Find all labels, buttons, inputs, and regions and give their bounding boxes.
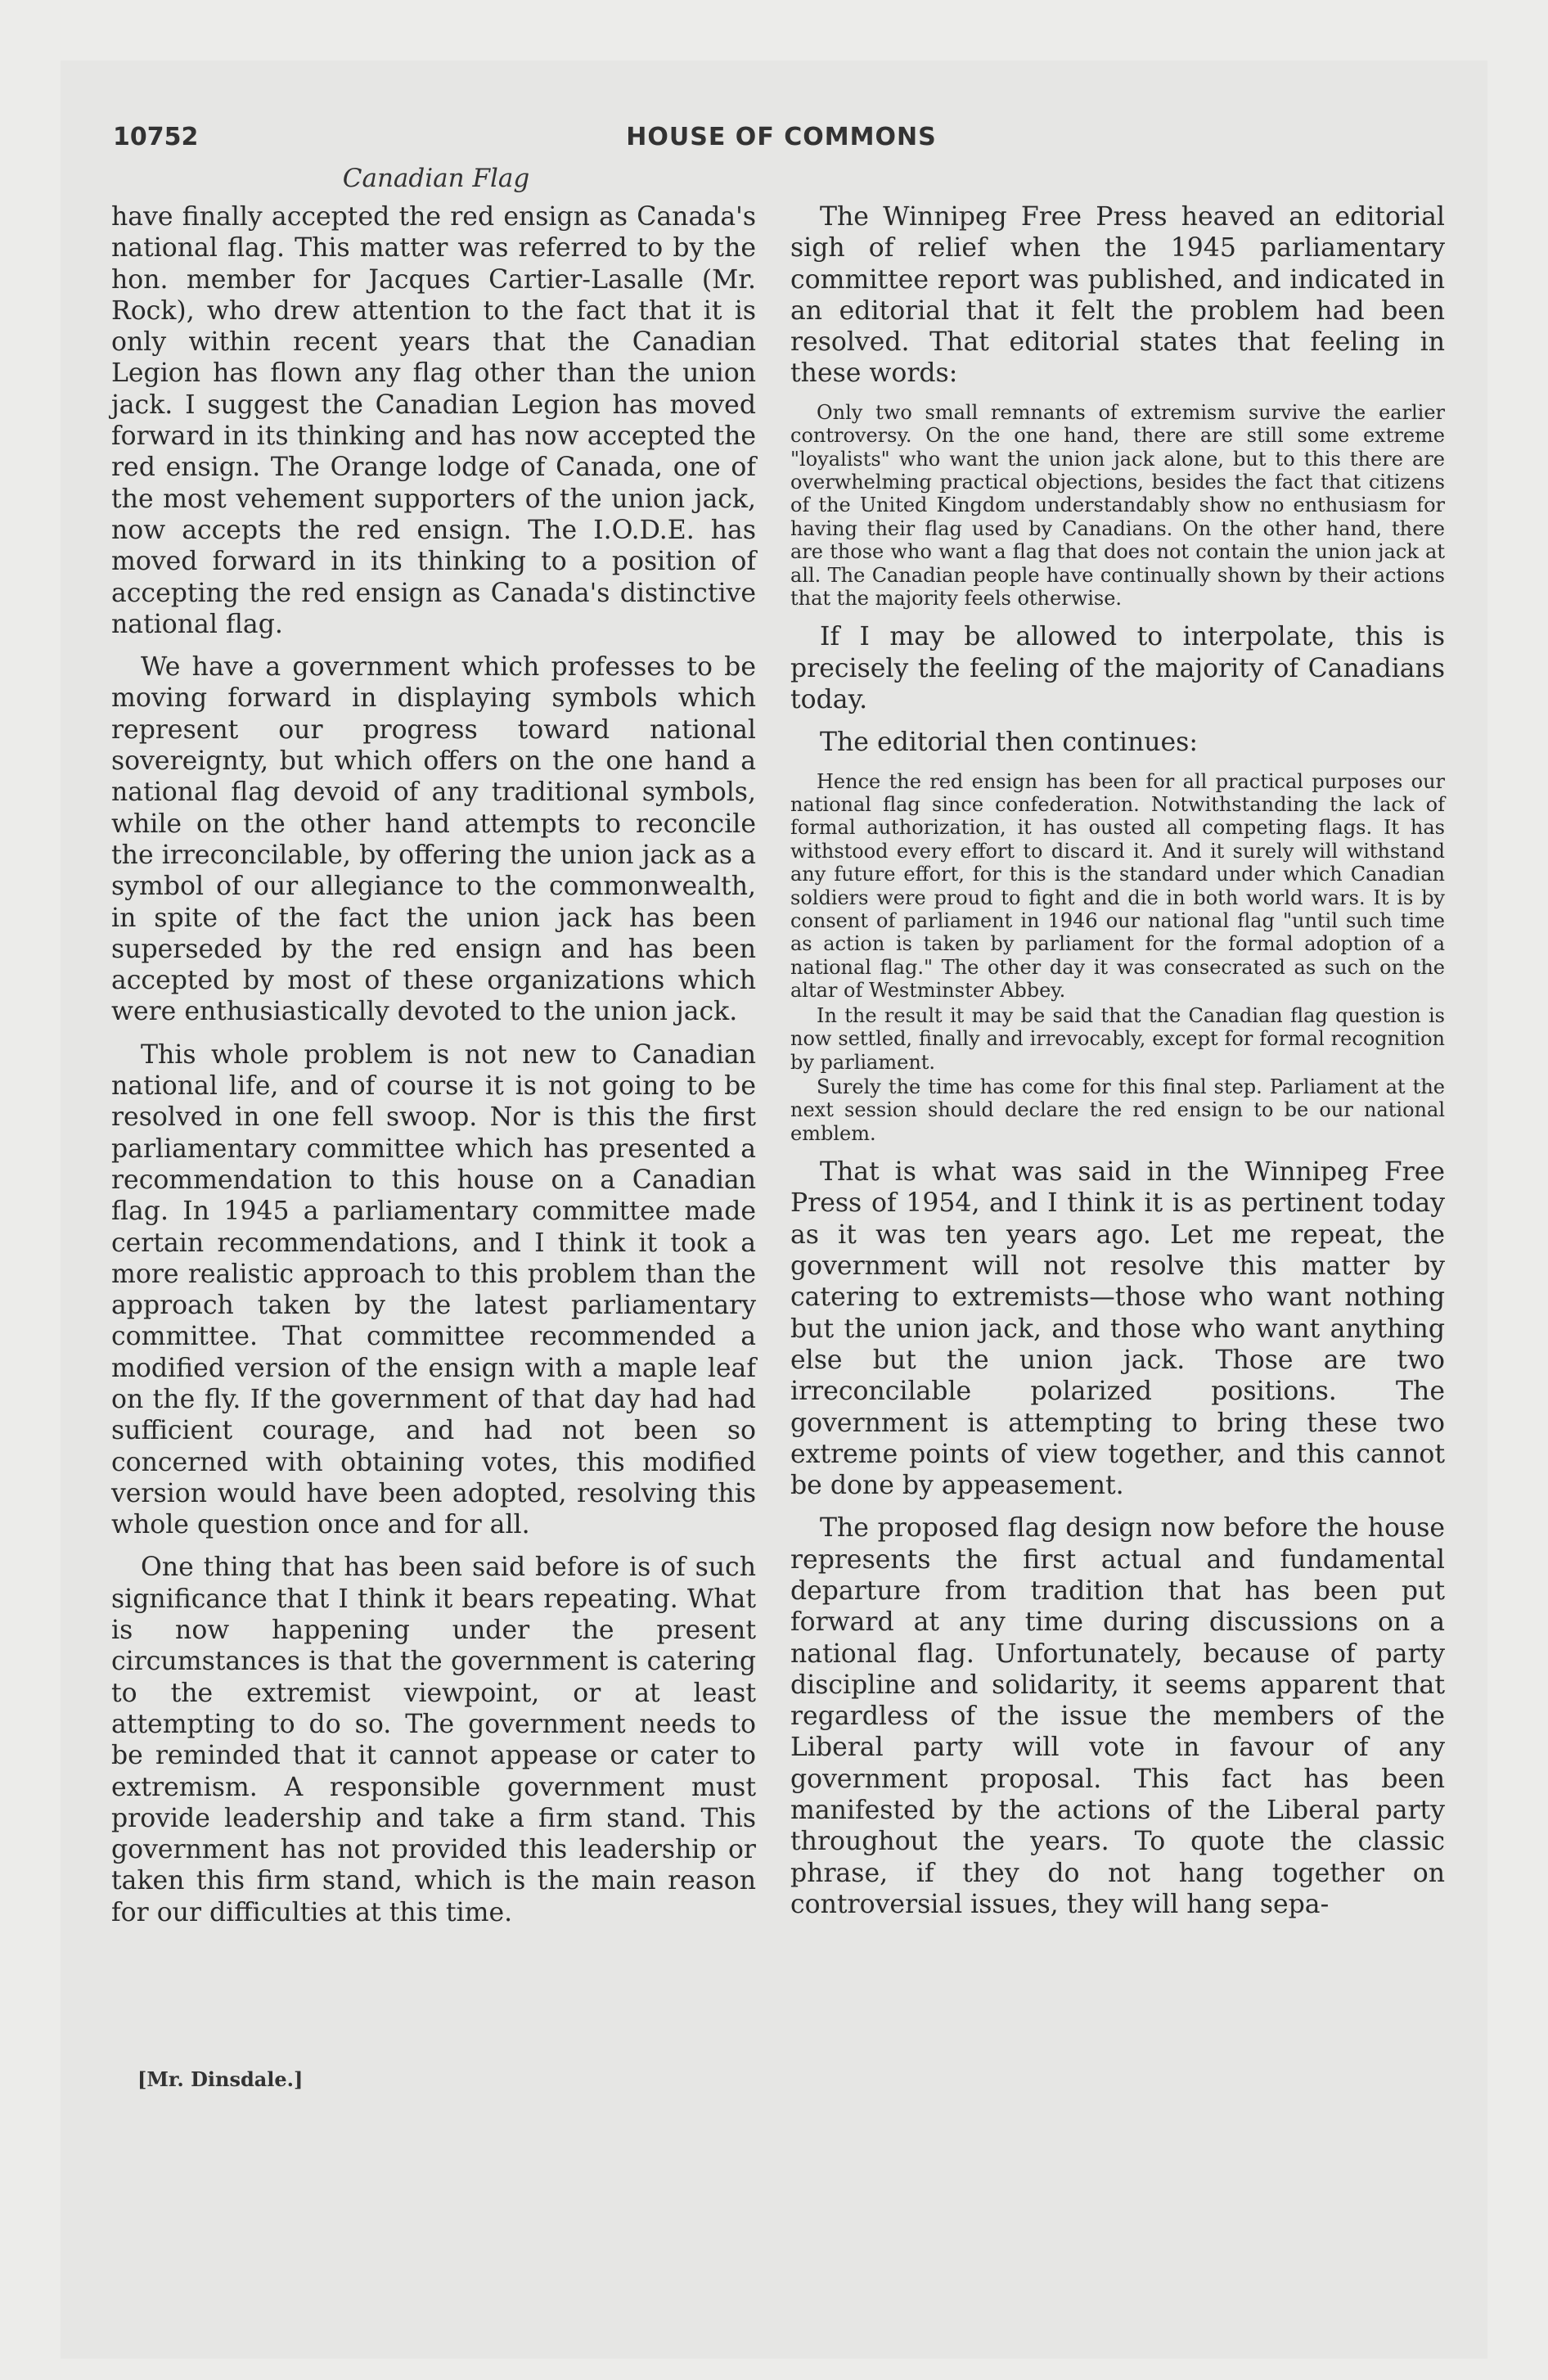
continues-paragraph: The editorial then continues: [820, 728, 1198, 758]
left-paragraph-3: This whole problem is not new to Canadian national life, and of course it is not going to be resolved in one fell swoop. Nor is this the first parliamentary committee which has presented a recommendation to this house on a Canadian flag. In 1945 a parliamentary committee made certain recommendations, and I think it took a more realistic approach to this problem than the approach taken by the latest parliamentary committee. That committee recommended a modified version of the ensign with a maple leaf on the fly. If the government of that day had had sufficient courage, and had not been so concerned with obtaining votes, this modified version would have been adopted, resolving this whole question once and for all. [111, 1039, 756, 1540]
quote-1-paragraph: Only two small remnants of extremism survive the earlier controversy. On the one hand, there are still some extreme "loyalists" who want the union jack alone, but to this there are overwhelming practical objections, besides the fact that citizens of the United Kingdom understandably show no enthusiasm for having their flag used by Canadians. On the other hand, there are those who want a flag that does not contain the union jack at all. The Canadian people have continually shown by their actions that the majority feels otherwise. [790, 400, 1445, 611]
editorial-quote-1 [790, 401, 1445, 611]
subject-heading: Canadian Flag [342, 164, 530, 193]
quote-2-paragraph-2: In the result it may be said that the Canadian flag question is now settled, finally and irrevocably, except for formal recognition by parliament. [790, 1003, 1445, 1074]
page-header [113, 123, 1450, 162]
left-paragraph-2: We have a government which professes to be moving forward in displaying symbols which represent our progress toward national sovereignty, but which offers on the one hand a national flag devoid of any traditional symbols, while on the other hand attempts to reconcile the irreconcilable, by offering the union jack as a symbol of our allegiance to the commonwealth, in spite of the fact the union jack has been superseded by the red ensign and has been accepted by most of these organizations which were enthusiastically devoted to the union jack. [111, 652, 756, 1027]
quote-2-paragraph-3: Surely the time has come for this final step. Parliament at the next session should declare the red ensign to be our national emblem. [790, 1075, 1445, 1145]
left-column [111, 201, 756, 1940]
right-column [790, 201, 1445, 1931]
speaker-attribution: [Mr. Dinsdale.] [137, 2067, 304, 2091]
right-paragraph-1: That is what was said in the Winnipeg Free Press of 1954, and I think it is as pertinent today as it was ten years ago. Let me repeat, the government will not resolve this matter by catering to extremists—those who want nothing but the union jack, and those who want anything else but the union jack. Those are two irreconcilable polarized positions. The government is attempting to bring these two extreme points of view together, and this cannot be done by appeasement. [790, 1157, 1445, 1501]
left-paragraph-1: have finally accepted the red ensign as Canada's national flag. This matter was referred to by the hon. member for Jacques Cartier-Lasalle (Mr. Rock), who drew attention to the fact that it is only within recent years that the Canadian Legion has flown any flag other than the union jack. I suggest the Canadian Legion has moved forward in its thinking and has now accepted the red ensign. The Orange lodge of Canada, one of the most vehement supporters of the union jack, now accepts the red ensign. The I.O.D.E. has moved forward in its thinking to a position of accepting the red ensign as Canada's distinctive national flag. [111, 202, 756, 639]
page-number: 10752 [113, 123, 199, 151]
editorial-quote-2 [790, 770, 1445, 1146]
left-paragraph-4: One thing that has been said before is of such significance that I think it bears repeating. What is now happening under the present circumstances is that the government is catering to the extremist viewpoint, or at least attempting to do so. The government needs to be reminded that it cannot appease or cater to extremism. A responsible government must provide leadership and take a firm stand. This government has not provided this leadership or taken this firm stand, which is the main reason for our difficulties at this time. [111, 1553, 756, 1927]
right-paragraph-2: The proposed flag design now before the house represents the first actual and fundamental departure from tradition that has been put forward at any time during discussions on a national flag. Unfortunately, because of party discipline and solidarity, it seems apparent that regardless of the issue the members of the Liberal party will vote in favour of any government proposal. This fact has been manifested by the actions of the Liberal party throughout the years. To quote the classic phrase, if they do not hang together on controversial issues, they will hang sepa- [790, 1513, 1445, 1919]
interpolate-paragraph: If I may be allowed to interpolate, this is precisely the feeling of the majority of Canadians today. [790, 622, 1445, 715]
quote-2-paragraph-1: Hence the red ensign has been for all practical purposes our national flag since confederation. Notwithstanding the lack of formal authorization, it has ousted all competing flags. It has withstood every effort to discard it. And it surely will withstand any future effort, for this is the standard under which Canadian soldiers were proud to fight and die in both world wars. It is by consent of parliament in 1946 our national flag "until such time as action is taken by parliament for the formal adoption of a national flag." The other day it was consecrated as such on the altar of Westminster Abbey. [790, 769, 1445, 1003]
right-intro-paragraph: The Winnipeg Free Press heaved an editorial sigh of relief when the 1945 parliamentary committee report was published, and indicated in an editorial that it felt the problem had been resolved. That editorial states that feeling in these words: [790, 202, 1445, 389]
page-title: HOUSE OF COMMONS [626, 123, 937, 151]
